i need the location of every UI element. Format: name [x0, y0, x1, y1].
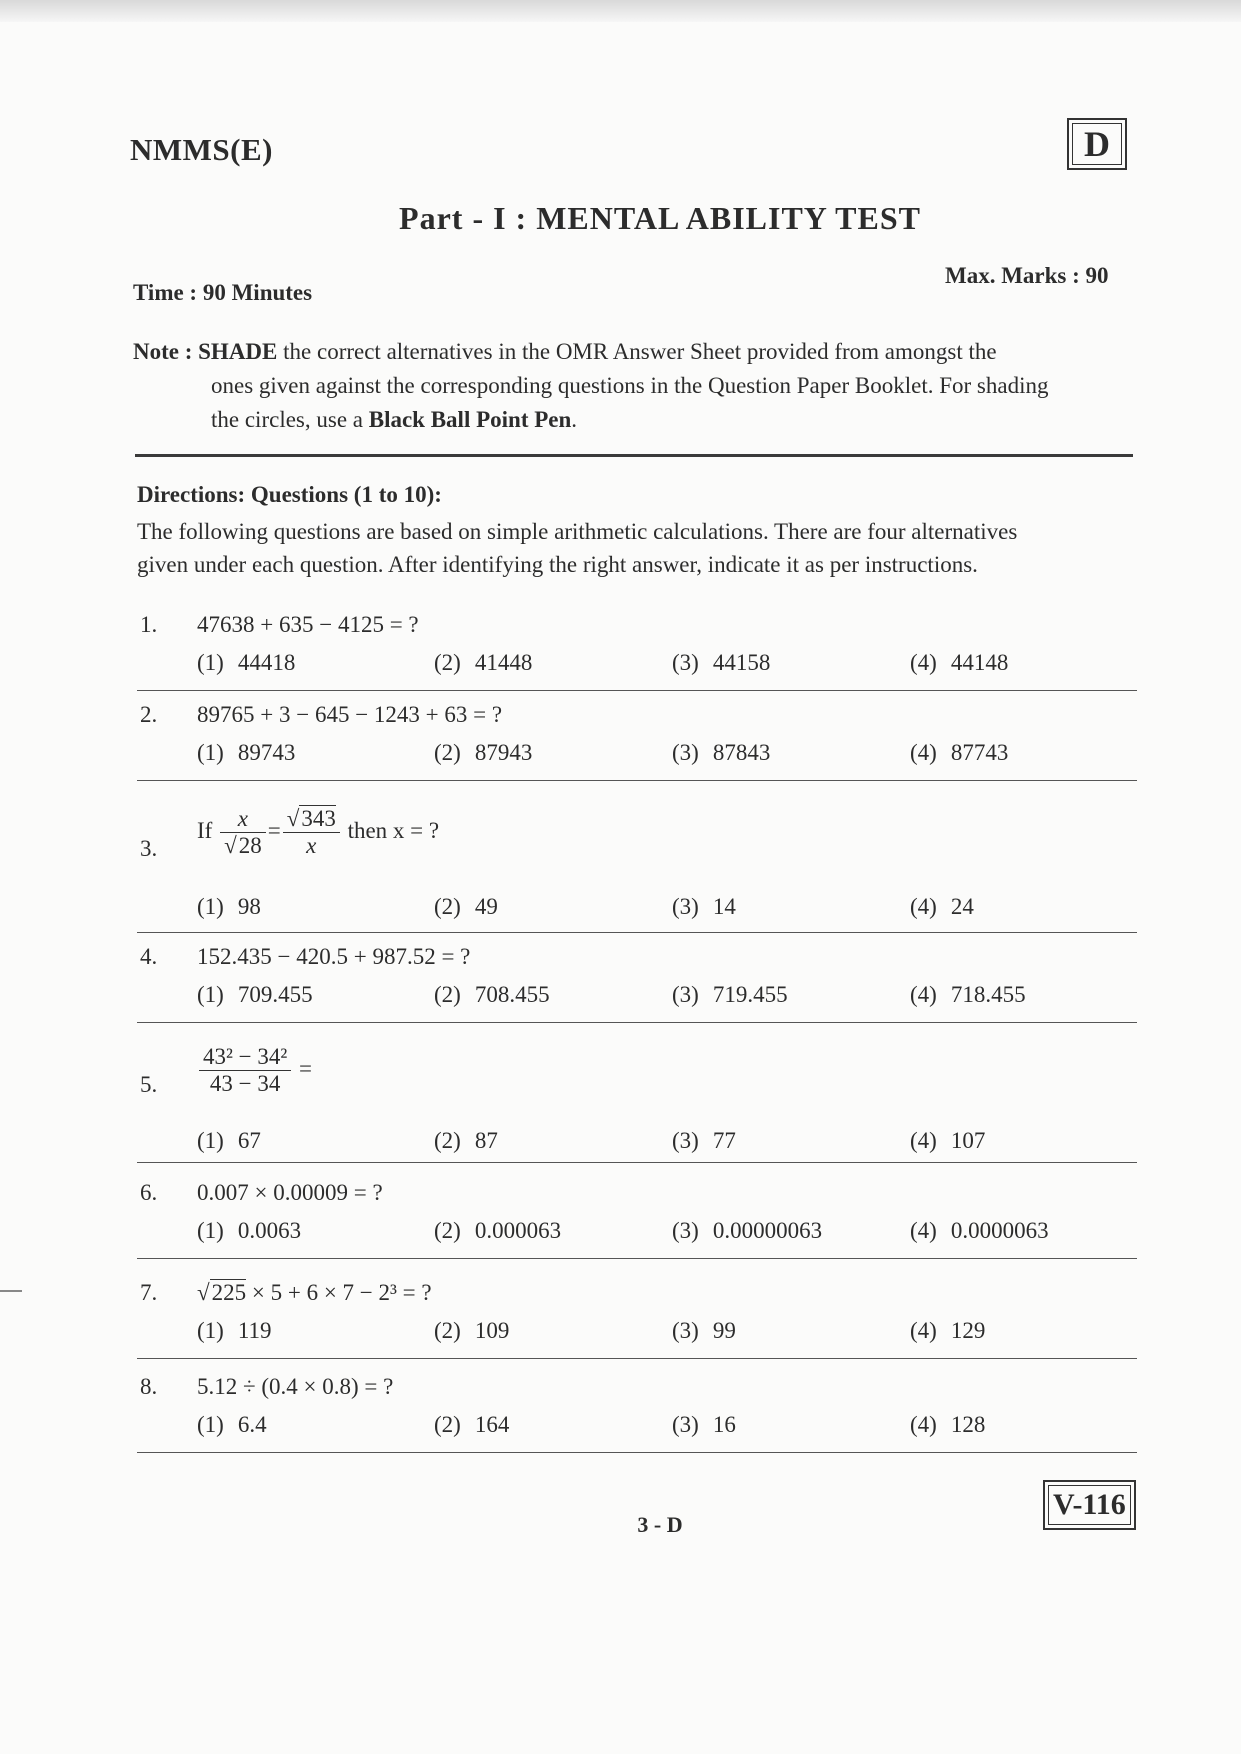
option-4[interactable]: (4) 0.0000063 — [910, 1218, 1049, 1243]
note-line2: ones given against the corresponding questions in the Question Paper Booklet. For shading — [211, 373, 1049, 398]
option-2[interactable]: (2) 41448 — [434, 650, 533, 675]
question-divider — [137, 1452, 1137, 1453]
question-number: 5. — [140, 1072, 158, 1097]
directions-line-2: given under each question. After identifying the right answer, indicate it as per instructions. — [137, 552, 978, 577]
note-line3-post: . — [571, 407, 578, 432]
note-line3 — [133, 403, 1133, 437]
page-title: Part - I : MENTAL ABILITY TEST — [399, 200, 921, 236]
question-divider — [137, 780, 1137, 781]
page-number: 3 - D — [637, 1512, 683, 1537]
directions-heading: Directions: Questions (1 to 10): — [137, 482, 442, 507]
question-stem: 152.435 − 420.5 + 987.52 = ? — [197, 944, 471, 969]
option-1[interactable]: (1) 89743 — [197, 740, 296, 765]
option-3[interactable]: (3) 14 — [672, 894, 736, 919]
question-stem: 47638 + 635 − 4125 = ? — [197, 612, 419, 637]
fraction: $\frac{\text{43² − 34²}}{43 - 34}$ — [199, 1044, 291, 1097]
stem-then: then x = ? — [347, 817, 440, 843]
question-number: 7. — [140, 1280, 158, 1305]
exam-code: NMMS(E) — [130, 132, 273, 167]
option-4[interactable]: (4) 718.455 — [910, 982, 1026, 1007]
option-4[interactable]: (4) 24 — [910, 894, 974, 919]
option-3[interactable]: (3) 99 — [672, 1318, 736, 1343]
option-2[interactable]: (2) 109 — [434, 1318, 510, 1343]
question-divider — [137, 1258, 1137, 1259]
max-marks: Max. Marks : 90 — [945, 263, 1109, 288]
directions-line-1: The following questions are based on simple arithmetic calculations. There are four alternatives — [137, 519, 1018, 544]
margin-mark — [0, 1290, 22, 1292]
option-1[interactable]: (1) 6.4 — [197, 1412, 267, 1437]
option-4[interactable]: (4) 107 — [910, 1128, 986, 1153]
stem-if: If — [197, 817, 213, 843]
scan-top-edge — [0, 0, 1241, 22]
option-1[interactable]: (1) 709.455 — [197, 982, 313, 1007]
question-divider — [137, 1162, 1137, 1163]
option-2[interactable]: (2) 164 — [434, 1412, 510, 1437]
directions-text — [137, 515, 1137, 581]
question-number: 1. — [140, 612, 158, 637]
option-2[interactable]: (2) 87943 — [434, 740, 533, 765]
stem-root: 225 — [211, 1280, 247, 1305]
option-4[interactable]: (4) 128 — [910, 1412, 986, 1437]
option-3[interactable]: (3) 16 — [672, 1412, 736, 1437]
option-3[interactable]: (3) 719.455 — [672, 982, 788, 1007]
question-number: 4. — [140, 944, 158, 969]
note-lead: Note : — [133, 339, 193, 364]
option-2[interactable]: (2) 87 — [434, 1128, 498, 1153]
question-divider — [137, 1358, 1137, 1359]
set-letter-box: D — [1067, 118, 1127, 170]
option-1[interactable]: (1) 67 — [197, 1128, 261, 1153]
fraction-right: $\frac{√343}{x}$ — [283, 806, 340, 859]
question-stem — [197, 1044, 312, 1097]
option-1[interactable]: (1) 0.0063 — [197, 1218, 302, 1243]
question-stem: 0.007 × 0.00009 = ? — [197, 1180, 383, 1205]
note-block — [133, 335, 1133, 437]
stem-equals: = — [299, 1055, 312, 1081]
option-4[interactable]: (4) 44148 — [910, 650, 1009, 675]
fraction-left: $\frac{x}{√28}$ — [220, 806, 266, 859]
option-4[interactable]: (4) 129 — [910, 1318, 986, 1343]
option-3[interactable]: (3) 44158 — [672, 650, 771, 675]
option-1[interactable]: (1) 98 — [197, 894, 261, 919]
stem-rest: × 5 + 6 × 7 − 2³ = ? — [251, 1280, 432, 1305]
question-stem: 89765 + 3 − 645 − 1243 + 63 = ? — [197, 702, 503, 727]
option-2[interactable]: (2) 49 — [434, 894, 498, 919]
question-divider — [137, 932, 1137, 933]
question-number: 8. — [140, 1374, 158, 1399]
option-3[interactable]: (3) 77 — [672, 1128, 736, 1153]
note-pen: Black Ball Point Pen — [368, 407, 572, 432]
question-number: 3. — [140, 836, 158, 861]
question-number: 6. — [140, 1180, 158, 1205]
question-divider — [137, 690, 1137, 691]
note-line3-pre: the circles, use a — [211, 407, 363, 432]
option-2[interactable]: (2) 0.000063 — [434, 1218, 562, 1243]
question-stem: If $\frac{x}{√28}$ = $\frac{√343}{x}$ then x = ? — [197, 806, 440, 858]
note-shade: SHADE — [198, 339, 278, 364]
option-1[interactable]: (1) 44418 — [197, 650, 296, 675]
option-4[interactable]: (4) 87743 — [910, 740, 1009, 765]
question-divider — [137, 1022, 1137, 1023]
note-line1: the correct alternatives in the OMR Answer Sheet provided from amongst the — [283, 339, 997, 364]
question-number: 2. — [140, 702, 158, 727]
option-2[interactable]: (2) 708.455 — [434, 982, 550, 1007]
question-stem: 5.12 ÷ (0.4 × 0.8) = ? — [197, 1374, 394, 1399]
divider — [135, 454, 1133, 457]
option-3[interactable]: (3) 87843 — [672, 740, 771, 765]
time-limit: Time : 90 Minutes — [133, 280, 313, 305]
question-stem: √225 × 5 + 6 × 7 − 2³ = ? — [197, 1280, 432, 1305]
option-1[interactable]: (1) 119 — [197, 1318, 272, 1343]
option-3[interactable]: (3) 0.00000063 — [672, 1218, 823, 1243]
version-code-box: V-116 — [1043, 1480, 1136, 1530]
